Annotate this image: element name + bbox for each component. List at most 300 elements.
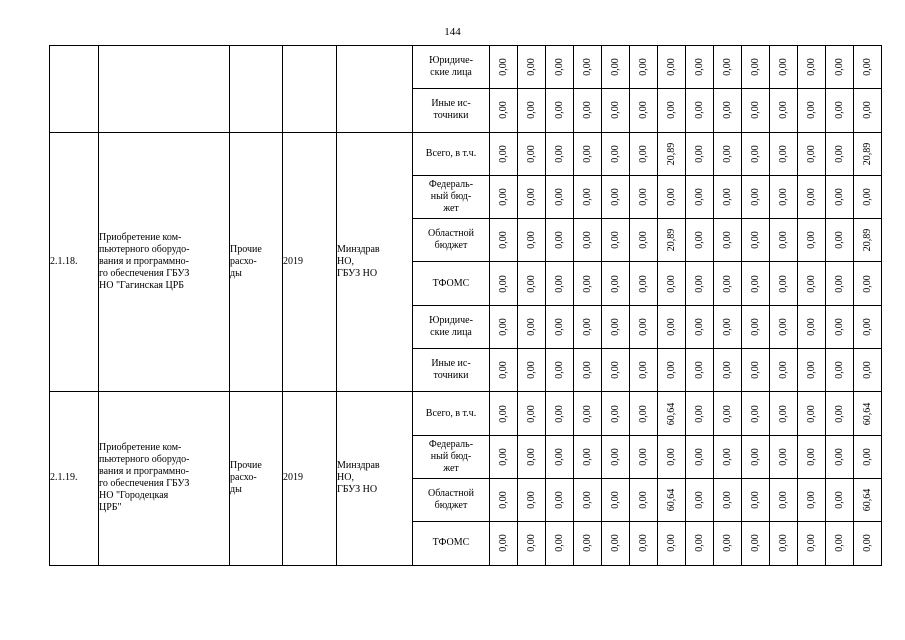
- activity-number-cell: [50, 392, 99, 565]
- amount-cell: [574, 46, 602, 89]
- amount-value: 0,00: [581, 274, 593, 293]
- amount-cell: [686, 175, 714, 218]
- amount-value: 0,00: [637, 231, 649, 250]
- amount-value: 0,00: [525, 534, 537, 553]
- amount-cell: [658, 349, 686, 392]
- amount-value: 0,00: [693, 491, 705, 509]
- funding-source: Федераль- ный бюд- жет: [428, 438, 474, 474]
- amount-value: 0,00: [693, 58, 705, 76]
- amount-cell: [686, 46, 714, 89]
- amount-cell: [602, 219, 630, 262]
- amount-value: 0,00: [833, 404, 845, 423]
- amount-value: 0,00: [805, 58, 817, 76]
- amount-value: 0,00: [525, 58, 537, 76]
- amount-cell: [630, 435, 658, 478]
- funding-source: Юридиче- ские лица: [429, 314, 473, 338]
- amount-cell: [854, 132, 882, 175]
- amount-cell: [518, 219, 546, 262]
- amount-value: 0,00: [497, 448, 509, 466]
- amount-value: 0,00: [637, 101, 649, 120]
- amount-cell: [490, 349, 518, 392]
- amount-cell: [742, 132, 770, 175]
- amount-cell: [518, 435, 546, 478]
- amount-value: 0,00: [609, 58, 621, 76]
- amount-cell: [518, 262, 546, 305]
- amount-value: 0,00: [805, 101, 817, 120]
- amount-value: 0,00: [581, 404, 593, 423]
- amount-cell: [658, 435, 686, 478]
- amount-value: 60,64: [861, 402, 873, 425]
- amount-cell: [826, 175, 854, 218]
- amount-value: 0,00: [777, 404, 789, 423]
- funding-source: Федераль- ный бюд- жет: [428, 179, 474, 215]
- amount-cell: [686, 478, 714, 521]
- amount-value: 0,00: [581, 491, 593, 509]
- amount-value: 0,00: [609, 231, 621, 250]
- amount-cell: [658, 175, 686, 218]
- amount-value: 0,00: [749, 58, 761, 76]
- amount-value: 0,00: [665, 361, 677, 379]
- amount-cell: [742, 392, 770, 435]
- amount-cell: [574, 522, 602, 565]
- amount-cell: [490, 522, 518, 565]
- amount-cell: [742, 46, 770, 89]
- table-row: [50, 132, 882, 175]
- amount-cell: [574, 392, 602, 435]
- amount-value: 0,00: [861, 58, 873, 76]
- amount-cell: [686, 219, 714, 262]
- amount-cell: [602, 392, 630, 435]
- amount-cell: [602, 262, 630, 305]
- amount-value: 0,00: [553, 534, 565, 553]
- amount-value: 0,00: [497, 101, 509, 120]
- amount-cell: [602, 132, 630, 175]
- amount-value: 0,00: [805, 144, 817, 163]
- amount-cell: [742, 478, 770, 521]
- amount-cell: [854, 89, 882, 132]
- amount-cell: [798, 175, 826, 218]
- amount-cell: [742, 175, 770, 218]
- amount-value: 0,00: [553, 58, 565, 76]
- amount-cell: [686, 349, 714, 392]
- amount-cell: [770, 305, 798, 348]
- amount-cell: [546, 305, 574, 348]
- amount-value: 0,00: [525, 231, 537, 250]
- amount-cell: [546, 219, 574, 262]
- amount-value: 60,64: [665, 488, 677, 512]
- amount-cell: [546, 262, 574, 305]
- amount-cell: [658, 392, 686, 435]
- amount-cell: [854, 46, 882, 89]
- executor-cell: [337, 46, 413, 133]
- amount-value: 0,00: [693, 144, 705, 163]
- amount-cell: [518, 392, 546, 435]
- amount-value: 0,00: [637, 448, 649, 466]
- amount-cell: [686, 435, 714, 478]
- amount-value: 0,00: [581, 448, 593, 466]
- amount-value: 0,00: [665, 188, 677, 206]
- amount-value: 0,00: [777, 101, 789, 120]
- amount-cell: [490, 478, 518, 521]
- amount-cell: [602, 435, 630, 478]
- amount-value: 0,00: [637, 318, 649, 336]
- amount-cell: [770, 175, 798, 218]
- implementation-year: 2019: [283, 255, 303, 267]
- amount-value: 0,00: [497, 534, 509, 553]
- amount-cell: [742, 305, 770, 348]
- amount-value: 0,00: [581, 144, 593, 163]
- funding-source-cell: [413, 435, 490, 478]
- amount-value: 20,89: [861, 229, 873, 252]
- amount-cell: [518, 89, 546, 132]
- amount-cell: [714, 349, 742, 392]
- expense-type: Прочие расхо- ды: [230, 460, 262, 496]
- funding-source-cell: [413, 132, 490, 175]
- amount-value: 0,00: [777, 318, 789, 336]
- amount-value: 0,00: [833, 274, 845, 293]
- amount-value: 0,00: [833, 361, 845, 379]
- amount-value: 0,00: [693, 101, 705, 120]
- amount-value: 0,00: [497, 404, 509, 423]
- amount-value: 0,00: [721, 361, 733, 379]
- amount-value: 0,00: [525, 188, 537, 206]
- funding-source: ТФОМС: [432, 537, 470, 549]
- amount-cell: [574, 262, 602, 305]
- amount-value: 0,00: [805, 404, 817, 423]
- amount-cell: [826, 392, 854, 435]
- amount-cell: [658, 219, 686, 262]
- amount-value: 0,00: [749, 101, 761, 120]
- executor: Минздрав НО, ГБУЗ НО: [337, 243, 380, 279]
- amount-value: 0,00: [721, 318, 733, 336]
- amount-cell: [518, 522, 546, 565]
- amount-cell: [546, 46, 574, 89]
- amount-cell: [686, 262, 714, 305]
- amount-cell: [658, 262, 686, 305]
- amount-cell: [742, 262, 770, 305]
- amount-value: 0,00: [581, 58, 593, 76]
- amount-cell: [854, 349, 882, 392]
- funding-source: Областной бюджет: [427, 488, 474, 512]
- amount-value: 0,00: [861, 188, 873, 206]
- amount-cell: [770, 478, 798, 521]
- amount-cell: [714, 89, 742, 132]
- amount-value: 0,00: [721, 188, 733, 206]
- amount-cell: [490, 175, 518, 218]
- amount-value: 0,00: [777, 448, 789, 466]
- amount-value: 0,00: [581, 534, 593, 553]
- amount-value: 0,00: [777, 231, 789, 250]
- amount-cell: [798, 262, 826, 305]
- amount-value: 0,00: [861, 274, 873, 293]
- amount-cell: [854, 262, 882, 305]
- amount-value: 20,89: [665, 142, 677, 165]
- amount-value: 0,00: [721, 58, 733, 76]
- amount-value: 0,00: [553, 274, 565, 293]
- amount-cell: [798, 478, 826, 521]
- amount-cell: [490, 219, 518, 262]
- amount-cell: [518, 175, 546, 218]
- amount-value: 0,00: [637, 534, 649, 553]
- amount-value: 0,00: [777, 274, 789, 293]
- amount-cell: [714, 175, 742, 218]
- amount-cell: [490, 262, 518, 305]
- amount-value: 0,00: [553, 231, 565, 250]
- amount-value: 0,00: [749, 231, 761, 250]
- amount-value: 0,00: [721, 404, 733, 423]
- amount-cell: [798, 305, 826, 348]
- funding-source-cell: [413, 392, 490, 435]
- amount-value: 0,00: [693, 274, 705, 293]
- amount-value: 0,00: [805, 231, 817, 250]
- amount-value: 0,00: [749, 404, 761, 423]
- funding-source: Всего, в т.ч.: [425, 147, 477, 159]
- amount-cell: [714, 219, 742, 262]
- amount-value: 0,00: [553, 144, 565, 163]
- amount-value: 0,00: [777, 534, 789, 553]
- amount-value: 0,00: [637, 274, 649, 293]
- amount-cell: [826, 46, 854, 89]
- amount-value: 0,00: [581, 318, 593, 336]
- amount-cell: [546, 132, 574, 175]
- amount-value: 0,00: [637, 491, 649, 509]
- amount-value: 0,00: [497, 318, 509, 336]
- amount-value: 0,00: [553, 448, 565, 466]
- amount-value: 0,00: [525, 144, 537, 163]
- amount-cell: [770, 262, 798, 305]
- amount-cell: [798, 132, 826, 175]
- amount-value: 0,00: [609, 274, 621, 293]
- amount-value: 0,00: [693, 361, 705, 379]
- amount-cell: [602, 522, 630, 565]
- amount-cell: [714, 435, 742, 478]
- funding-source-cell: [413, 478, 490, 521]
- amount-cell: [546, 478, 574, 521]
- amount-value: 0,00: [805, 534, 817, 553]
- amount-value: 0,00: [609, 101, 621, 120]
- amount-cell: [798, 522, 826, 565]
- amount-value: 0,00: [581, 101, 593, 120]
- amount-cell: [826, 349, 854, 392]
- funding-source: Областной бюджет: [427, 228, 474, 252]
- amount-cell: [798, 46, 826, 89]
- amount-cell: [798, 349, 826, 392]
- amount-value: 60,64: [665, 402, 677, 425]
- funding-source-cell: [413, 305, 490, 348]
- amount-cell: [602, 175, 630, 218]
- page-number: 144: [444, 26, 461, 38]
- executor-cell: [337, 392, 413, 565]
- amount-value: 0,00: [693, 188, 705, 206]
- funding-source: Юридиче- ские лица: [429, 55, 473, 79]
- amount-cell: [574, 305, 602, 348]
- amount-value: 0,00: [497, 188, 509, 206]
- amount-cell: [826, 89, 854, 132]
- amount-value: 0,00: [833, 491, 845, 509]
- amount-cell: [518, 478, 546, 521]
- amount-cell: [574, 175, 602, 218]
- amount-value: 0,00: [693, 448, 705, 466]
- implementation-year-cell: [283, 46, 337, 133]
- amount-value: 0,00: [749, 274, 761, 293]
- amount-cell: [602, 305, 630, 348]
- amount-cell: [686, 89, 714, 132]
- amount-value: 0,00: [609, 144, 621, 163]
- amount-value: 0,00: [805, 318, 817, 336]
- amount-cell: [490, 305, 518, 348]
- implementation-year-cell: [283, 132, 337, 392]
- amount-cell: [770, 46, 798, 89]
- amount-value: 0,00: [609, 534, 621, 553]
- amount-value: 0,00: [693, 318, 705, 336]
- amount-cell: [826, 132, 854, 175]
- amount-cell: [630, 219, 658, 262]
- table-row: [50, 392, 882, 435]
- funding-source-cell: [413, 522, 490, 565]
- amount-cell: [630, 132, 658, 175]
- amount-cell: [686, 522, 714, 565]
- amount-cell: [770, 522, 798, 565]
- amount-value: 0,00: [749, 491, 761, 509]
- funding-source: Всего, в т.ч.: [425, 407, 477, 419]
- amount-cell: [630, 478, 658, 521]
- amount-cell: [658, 46, 686, 89]
- amount-cell: [770, 89, 798, 132]
- amount-value: 0,00: [693, 404, 705, 423]
- amount-cell: [742, 435, 770, 478]
- amount-value: 0,00: [553, 188, 565, 206]
- amount-value: 0,00: [581, 231, 593, 250]
- amount-value: 0,00: [525, 491, 537, 509]
- amount-cell: [574, 89, 602, 132]
- amount-cell: [826, 262, 854, 305]
- amount-cell: [686, 132, 714, 175]
- amount-value: 0,00: [637, 361, 649, 379]
- amount-cell: [770, 392, 798, 435]
- amount-value: 0,00: [749, 188, 761, 206]
- amount-value: 0,00: [665, 448, 677, 466]
- amount-value: 0,00: [833, 231, 845, 250]
- amount-value: 0,00: [637, 144, 649, 163]
- amount-cell: [714, 392, 742, 435]
- amount-cell: [490, 132, 518, 175]
- expense-type-cell: [230, 132, 283, 392]
- amount-cell: [826, 522, 854, 565]
- amount-value: 0,00: [609, 318, 621, 336]
- amount-value: 0,00: [553, 361, 565, 379]
- executor: Минздрав НО, ГБУЗ НО: [337, 460, 380, 496]
- amount-cell: [854, 175, 882, 218]
- amount-value: 0,00: [609, 491, 621, 509]
- amount-value: 0,00: [525, 318, 537, 336]
- amount-cell: [630, 305, 658, 348]
- amount-cell: [546, 435, 574, 478]
- amount-cell: [854, 392, 882, 435]
- amount-cell: [574, 349, 602, 392]
- amount-cell: [714, 132, 742, 175]
- amount-value: 0,00: [525, 404, 537, 423]
- amount-cell: [630, 522, 658, 565]
- amount-cell: [546, 392, 574, 435]
- amount-value: 0,00: [721, 274, 733, 293]
- amount-cell: [546, 349, 574, 392]
- amount-cell: [518, 132, 546, 175]
- funding-source: ТФОМС: [432, 277, 470, 289]
- amount-cell: [490, 392, 518, 435]
- amount-value: 20,89: [861, 142, 873, 165]
- table-row: [50, 46, 882, 89]
- amount-value: 0,00: [553, 491, 565, 509]
- amount-cell: [798, 89, 826, 132]
- implementation-year-cell: [283, 392, 337, 565]
- amount-cell: [630, 89, 658, 132]
- amount-value: 0,00: [525, 274, 537, 293]
- amount-value: 0,00: [609, 188, 621, 206]
- financing-table: [49, 45, 882, 566]
- amount-cell: [574, 132, 602, 175]
- expense-type-cell: [230, 46, 283, 133]
- amount-cell: [742, 522, 770, 565]
- amount-cell: [658, 478, 686, 521]
- amount-value: 0,00: [749, 534, 761, 553]
- amount-cell: [854, 305, 882, 348]
- amount-value: 0,00: [609, 448, 621, 466]
- amount-value: 0,00: [833, 188, 845, 206]
- amount-cell: [630, 46, 658, 89]
- amount-value: 0,00: [749, 448, 761, 466]
- amount-cell: [854, 435, 882, 478]
- amount-value: 0,00: [553, 404, 565, 423]
- amount-value: 0,00: [805, 448, 817, 466]
- amount-cell: [546, 522, 574, 565]
- amount-cell: [714, 262, 742, 305]
- amount-value: 0,00: [665, 274, 677, 293]
- amount-value: 0,00: [637, 404, 649, 423]
- amount-value: 0,00: [805, 274, 817, 293]
- amount-cell: [546, 89, 574, 132]
- funding-source-cell: [413, 219, 490, 262]
- amount-cell: [714, 46, 742, 89]
- expense-type: Прочие расхо- ды: [230, 243, 262, 279]
- amount-value: 0,00: [497, 361, 509, 379]
- amount-value: 0,00: [861, 101, 873, 120]
- activity-number-cell: [50, 46, 99, 133]
- funding-source: Иные ис- точники: [431, 358, 471, 382]
- amount-value: 0,00: [665, 101, 677, 120]
- funding-source-cell: [413, 349, 490, 392]
- amount-value: 0,00: [665, 318, 677, 336]
- activity-title-cell: [99, 392, 230, 565]
- amount-value: 0,00: [861, 361, 873, 379]
- amount-value: 0,00: [861, 534, 873, 553]
- amount-cell: [770, 219, 798, 262]
- amount-cell: [770, 435, 798, 478]
- funding-source: Иные ис- точники: [431, 98, 471, 122]
- amount-cell: [490, 46, 518, 89]
- amount-value: 0,00: [497, 144, 509, 163]
- amount-cell: [826, 435, 854, 478]
- amount-cell: [770, 132, 798, 175]
- amount-value: 0,00: [525, 101, 537, 120]
- amount-value: 0,00: [637, 58, 649, 76]
- amount-cell: [546, 175, 574, 218]
- amount-value: 0,00: [721, 231, 733, 250]
- amount-value: 0,00: [833, 448, 845, 466]
- amount-cell: [798, 392, 826, 435]
- amount-value: 0,00: [637, 188, 649, 206]
- activity-number: 2.1.18.: [50, 255, 78, 267]
- amount-cell: [490, 435, 518, 478]
